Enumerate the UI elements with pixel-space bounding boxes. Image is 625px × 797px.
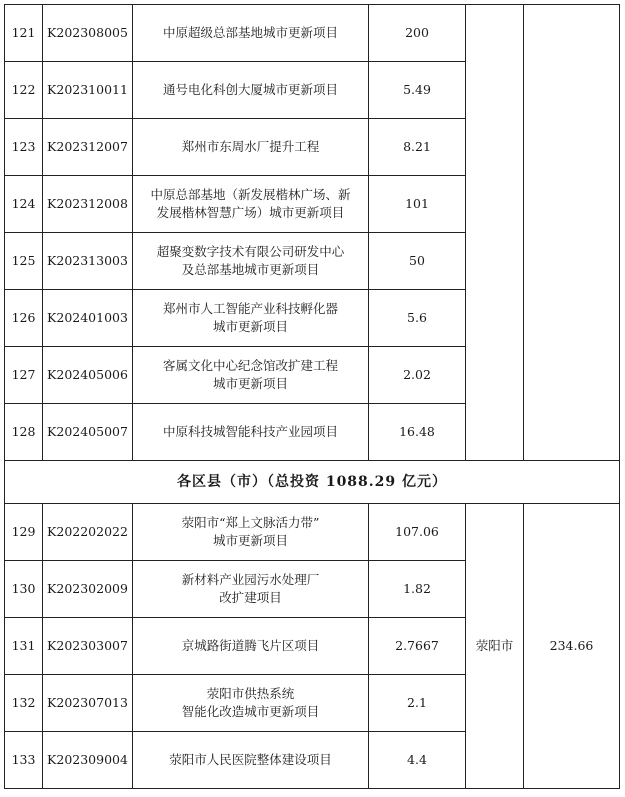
seq-cell: 121 (5, 5, 43, 62)
investment-cell: 8.21 (369, 119, 466, 176)
name-cell (133, 290, 369, 347)
name-line: 中原科技城智能科技产业园项目 (162, 424, 338, 439)
investment-cell: 4.4 (369, 732, 466, 789)
seq-cell: 129 (5, 504, 43, 561)
name-line: 发展楷林智慧广场）城市更新项目 (156, 205, 345, 220)
investment-cell: 1.82 (369, 561, 466, 618)
code-cell: K202312008 (43, 176, 133, 233)
name-line: 荥阳市供热系统 (206, 686, 295, 701)
code-cell: K202310011 (43, 62, 133, 119)
investment-cell: 2.02 (369, 347, 466, 404)
section-heading-row (5, 461, 620, 504)
investment-cell: 200 (369, 5, 466, 62)
seq-cell: 126 (5, 290, 43, 347)
code-cell: K202313003 (43, 233, 133, 290)
code-cell: K202308005 (43, 5, 133, 62)
seq-cell: 125 (5, 233, 43, 290)
code-cell: K202303007 (43, 618, 133, 675)
investment-cell: 16.48 (369, 404, 466, 461)
name-line: 及总部基地城市更新项目 (181, 262, 320, 277)
name-line: 郑州市人工智能产业科技孵化器 (162, 301, 338, 316)
name-cell (133, 62, 369, 119)
code-cell: K202405006 (43, 347, 133, 404)
name-cell (133, 561, 369, 618)
name-line: 改扩建项目 (219, 590, 282, 605)
name-cell (133, 618, 369, 675)
seq-cell: 124 (5, 176, 43, 233)
name-line: 京城路街道腾飞片区项目 (181, 638, 320, 653)
investment-cell: 50 (369, 233, 466, 290)
name-line: 新材料产业园污水处理厂 (181, 572, 320, 587)
name-cell (133, 504, 369, 561)
project-table (4, 4, 620, 789)
total-cell (524, 5, 620, 461)
total-cell: 234.66 (524, 504, 620, 789)
seq-cell: 133 (5, 732, 43, 789)
investment-cell: 5.49 (369, 62, 466, 119)
seq-cell: 132 (5, 675, 43, 732)
code-cell: K202405007 (43, 404, 133, 461)
code-cell: K202312007 (43, 119, 133, 176)
investment-cell: 2.1 (369, 675, 466, 732)
name-cell (133, 119, 369, 176)
name-line: 郑州市东周水厂提升工程 (181, 139, 320, 154)
name-line: 超聚变数字技术有限公司研发中心 (156, 244, 345, 259)
project-table-body (5, 5, 620, 789)
region-cell: 荥阳市 (466, 504, 524, 789)
table-row (5, 504, 620, 561)
investment-cell: 2.7667 (369, 618, 466, 675)
name-line: 通号电化科创大厦城市更新项目 (162, 82, 338, 97)
name-line: 客属文化中心纪念馆改扩建工程 (162, 358, 338, 373)
name-cell (133, 404, 369, 461)
code-cell: K202307013 (43, 675, 133, 732)
name-cell (133, 5, 369, 62)
name-cell (133, 233, 369, 290)
seq-cell: 127 (5, 347, 43, 404)
region-cell (466, 5, 524, 461)
seq-cell: 128 (5, 404, 43, 461)
name-line: 中原超级总部基地城市更新项目 (162, 25, 338, 40)
name-line: 中原总部基地（新发展楷林广场、新 (150, 187, 351, 202)
seq-cell: 122 (5, 62, 43, 119)
seq-cell: 130 (5, 561, 43, 618)
name-line: 城市更新项目 (212, 533, 288, 548)
investment-cell: 5.6 (369, 290, 466, 347)
name-line: 荥阳市“郑上文脉活力带” (181, 515, 320, 530)
seq-cell: 131 (5, 618, 43, 675)
name-cell (133, 732, 369, 789)
section-heading: 各区县（市）（总投资 1088.29 亿元） (5, 461, 620, 504)
investment-cell: 107.06 (369, 504, 466, 561)
code-cell: K202401003 (43, 290, 133, 347)
name-line: 城市更新项目 (212, 319, 288, 334)
code-cell: K202302009 (43, 561, 133, 618)
name-line: 荥阳市人民医院整体建设项目 (169, 752, 332, 767)
investment-cell: 101 (369, 176, 466, 233)
seq-cell: 123 (5, 119, 43, 176)
code-cell: K202202022 (43, 504, 133, 561)
name-cell (133, 347, 369, 404)
name-line: 城市更新项目 (212, 376, 288, 391)
code-cell: K202309004 (43, 732, 133, 789)
table-row (5, 5, 620, 62)
name-line: 智能化改造城市更新项目 (181, 704, 320, 719)
name-cell (133, 675, 369, 732)
name-cell (133, 176, 369, 233)
